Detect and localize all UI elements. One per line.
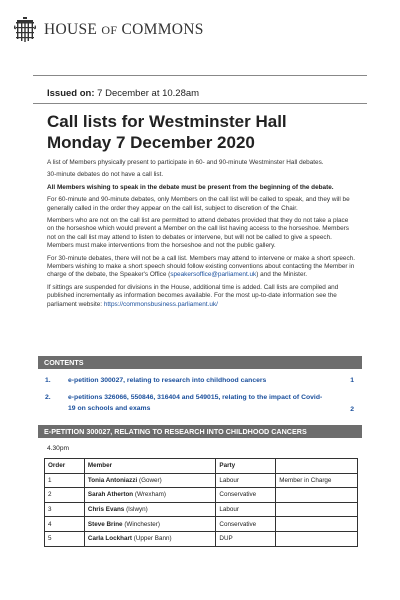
intro-paragraph: A list of Members physically present to participate in 60- and 90-minute Westminster Hall debates.	[47, 159, 324, 166]
note-cell: Member in Charge	[276, 473, 358, 488]
intro-text	[47, 159, 357, 313]
page-date: Monday 7 December 2020	[47, 133, 255, 152]
intro-paragraph-bold: All Members wishing to speak in the debate must be present from the beginning of the debate.	[47, 183, 334, 191]
order-cell: 1	[45, 473, 85, 488]
page-header	[14, 17, 204, 43]
intro-paragraph: For 60-minute and 90-minute debates, only Members on the call list will be called to speak, and they will be generally called in the order they appear on the call list, subject to discretion of the Chair.	[47, 196, 350, 212]
intro-paragraph: 30-minute debates do not have a call list.	[47, 171, 164, 179]
member-cell: Carla Lockhart (Upper Bann)	[84, 531, 215, 546]
note-cell	[276, 488, 358, 503]
intro-paragraph: If sittings are suspended for divisions in the House, additional time is added. Call lists are compiled and published incrementally as information becomes available. For the most up-to-date information see the parliament website: https://commonsbusiness.parliament.uk/	[47, 283, 339, 308]
house-of-commons-wordmark: HOUSE OF COMMONS	[44, 21, 204, 38]
order-cell: 5	[45, 531, 85, 546]
table-row	[45, 517, 358, 532]
table-header-row	[45, 459, 358, 474]
member-cell: Tonia Antoniazzi (Gower)	[84, 473, 215, 488]
note-cell	[276, 531, 358, 546]
contents-item-number: 1.	[45, 377, 51, 384]
note-cell	[276, 502, 358, 517]
table-row	[45, 502, 358, 517]
column-header-party: Party	[216, 459, 276, 474]
order-cell: 2	[45, 488, 85, 503]
table-row	[45, 488, 358, 503]
divider	[33, 103, 367, 104]
contents-item-page[interactable]: 1	[350, 377, 354, 384]
contents-item-number: 2.	[45, 394, 51, 401]
column-header-member: Member	[84, 459, 215, 474]
issued-label: Issued on:	[47, 88, 95, 99]
member-cell: Steve Brine (Winchester)	[84, 517, 215, 532]
column-header-note	[276, 459, 358, 474]
party-cell: DUP	[216, 531, 276, 546]
contents-item-link[interactable]: e-petition 300027, relating to research into childhood cancers	[68, 377, 267, 384]
issued-value: 7 December at 10.28am	[97, 88, 200, 99]
column-header-order: Order	[45, 459, 85, 474]
page-title: Call lists for Westminster Hall	[47, 112, 287, 131]
note-cell	[276, 517, 358, 532]
speakers-office-email-link[interactable]: speakersoffice@parliament.uk	[170, 271, 257, 279]
divider	[33, 75, 367, 76]
table-row	[45, 473, 358, 488]
party-cell: Conservative	[216, 517, 276, 532]
intro-paragraph: Members who are not on the call list are permitted to attend debates provided that they do not take a place on the horseshoe which would prevent a Member on the call list having access to the horseshoe. Members not on the call list may attend to listen to debates or intervene, but will not be called to give a speech. Members must make interventions from the horseshoe and not the public gallery.	[47, 217, 349, 250]
party-cell: Labour	[216, 473, 276, 488]
intro-paragraph: For 30-minute debates, there will not be a call list. Members may attend to intervene or make a short speech. Members wishing to make a short speech should follow existing conventions about contacting the Member in charge of the debate, the Speaker's Office (speakersoffice@parliament.uk) and the Minister.	[47, 254, 355, 279]
party-cell: Conservative	[216, 488, 276, 503]
party-cell: Labour	[216, 502, 276, 517]
portcullis-icon	[14, 17, 36, 43]
contents-item-page[interactable]: 2	[350, 406, 354, 413]
order-cell: 3	[45, 502, 85, 517]
debate-time: 4.30pm	[47, 445, 69, 452]
contents-heading: CONTENTS	[38, 356, 362, 369]
section-heading: E-PETITION 300027, RELATING TO RESEARCH INTO CHILDHOOD CANCERS	[38, 425, 362, 438]
member-cell: Chris Evans (Islwyn)	[84, 502, 215, 517]
order-cell: 4	[45, 517, 85, 532]
member-cell: Sarah Atherton (Wrexham)	[84, 488, 215, 503]
parliament-website-link[interactable]: https://commonsbusiness.parliament.uk/	[103, 300, 218, 308]
issued-line	[47, 88, 199, 99]
contents-item-link[interactable]: e-petitions 326066, 550846, 316404 and 549015, relating to the impact of Covid-19 on schools and exams	[68, 394, 323, 412]
call-list-table	[44, 458, 358, 547]
table-row	[45, 531, 358, 546]
